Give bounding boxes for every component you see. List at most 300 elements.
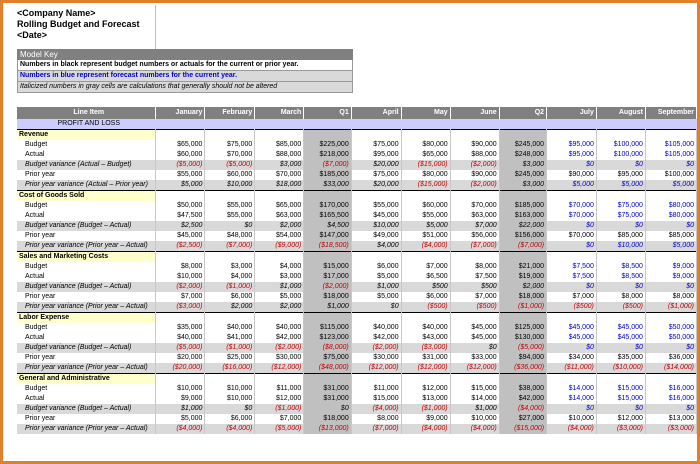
table-cell[interactable]: ($3,000) [401, 343, 450, 353]
subheader-cell[interactable] [401, 119, 450, 130]
section-cell[interactable] [645, 374, 696, 385]
table-cell[interactable]: $15,000 [596, 384, 645, 394]
table-cell[interactable]: ($500) [547, 302, 597, 313]
model-key-black-note[interactable]: Numbers in black represent budget numbers or actuals for the current or prior year. [17, 60, 353, 71]
table-cell[interactable]: $90,000 [450, 140, 499, 150]
table-cell[interactable]: $45,000 [547, 333, 597, 343]
table-cell[interactable]: $65,000 [401, 150, 450, 160]
table-cell[interactable]: ($4,000) [155, 424, 205, 434]
table-cell[interactable]: $115,000 [304, 323, 351, 333]
table-cell[interactable]: $7,500 [547, 272, 597, 282]
table-cell[interactable]: $165,500 [304, 211, 351, 221]
subheader-cell[interactable] [351, 119, 401, 130]
model-key-title[interactable]: Model Key [17, 49, 353, 60]
table-cell[interactable]: $30,000 [255, 353, 304, 363]
table-cell[interactable]: $13,000 [401, 394, 450, 404]
section-cell[interactable] [450, 313, 499, 324]
row-label[interactable]: Prior year [17, 414, 155, 424]
section-cell[interactable] [547, 374, 597, 385]
row-label[interactable]: Prior year [17, 353, 155, 363]
table-cell[interactable]: $0 [304, 404, 351, 414]
row-label[interactable]: Prior year variance (Actual – Prior year) [17, 180, 155, 191]
row-label[interactable]: Budget variance (Budget – Actual) [17, 282, 155, 292]
table-cell[interactable]: $3,000 [499, 160, 546, 170]
table-cell[interactable]: ($18,500) [304, 241, 351, 252]
table-cell[interactable]: $45,000 [155, 231, 205, 241]
section-cell[interactable] [645, 191, 696, 202]
table-cell[interactable]: $7,500 [450, 272, 499, 282]
table-cell[interactable]: $55,000 [155, 170, 205, 180]
table-cell[interactable]: $20,000 [351, 180, 401, 191]
table-cell[interactable]: $10,000 [547, 414, 597, 424]
table-cell[interactable]: $88,000 [255, 150, 304, 160]
column-header-july[interactable]: July [547, 107, 597, 119]
section-title[interactable]: Labor Expense [17, 313, 155, 324]
table-cell[interactable]: ($4,000) [499, 404, 546, 414]
table-cell[interactable]: $95,000 [351, 150, 401, 160]
table-cell[interactable]: $55,000 [205, 201, 255, 211]
table-cell[interactable]: $15,000 [450, 384, 499, 394]
table-cell[interactable]: $85,000 [645, 231, 696, 241]
table-cell[interactable]: $9,000 [401, 414, 450, 424]
table-cell[interactable]: ($2,000) [450, 180, 499, 191]
table-cell[interactable]: $13,000 [645, 414, 696, 424]
table-cell[interactable]: ($3,000) [596, 424, 645, 434]
table-cell[interactable]: $4,500 [304, 221, 351, 231]
table-cell[interactable]: $42,000 [499, 394, 546, 404]
table-cell[interactable]: ($3,000) [155, 302, 205, 313]
section-cell[interactable] [450, 191, 499, 202]
table-cell[interactable]: $100,000 [645, 170, 696, 180]
table-cell[interactable]: $70,000 [450, 201, 499, 211]
table-cell[interactable]: $6,000 [205, 414, 255, 424]
table-cell[interactable]: $40,000 [351, 323, 401, 333]
table-cell[interactable]: $12,000 [255, 394, 304, 404]
section-cell[interactable] [499, 130, 546, 141]
table-cell[interactable]: $5,000 [645, 180, 696, 191]
table-cell[interactable]: $50,000 [645, 323, 696, 333]
table-cell[interactable]: $0 [645, 160, 696, 170]
table-cell[interactable]: $0 [596, 282, 645, 292]
table-cell[interactable]: $0 [547, 404, 597, 414]
table-cell[interactable]: $10,000 [155, 384, 205, 394]
row-label[interactable]: Actual [17, 272, 155, 282]
table-cell[interactable]: $10,000 [450, 414, 499, 424]
column-header-september[interactable]: September [645, 107, 696, 119]
table-cell[interactable]: $14,000 [450, 394, 499, 404]
row-label[interactable]: Budget variance (Actual – Budget) [17, 160, 155, 170]
table-cell[interactable]: $75,000 [205, 140, 255, 150]
table-cell[interactable]: $185,000 [499, 201, 546, 211]
section-cell[interactable] [304, 130, 351, 141]
section-cell[interactable] [255, 374, 304, 385]
table-cell[interactable]: $10,000 [205, 180, 255, 191]
table-cell[interactable]: $42,000 [351, 333, 401, 343]
table-cell[interactable]: $17,000 [304, 272, 351, 282]
section-cell[interactable] [401, 313, 450, 324]
table-cell[interactable]: $170,000 [304, 201, 351, 211]
table-cell[interactable]: $15,000 [351, 394, 401, 404]
row-label[interactable]: Budget [17, 323, 155, 333]
section-cell[interactable] [547, 191, 597, 202]
section-cell[interactable] [450, 252, 499, 263]
column-header-august[interactable]: August [596, 107, 645, 119]
table-cell[interactable]: $123,000 [304, 333, 351, 343]
table-cell[interactable]: $14,000 [547, 394, 597, 404]
table-cell[interactable]: $4,000 [205, 272, 255, 282]
table-cell[interactable]: $8,000 [596, 292, 645, 302]
section-cell[interactable] [645, 313, 696, 324]
table-cell[interactable]: ($4,000) [205, 424, 255, 434]
table-cell[interactable]: $60,000 [155, 150, 205, 160]
section-cell[interactable] [499, 313, 546, 324]
table-cell[interactable]: $245,000 [499, 170, 546, 180]
table-cell[interactable]: $16,000 [645, 394, 696, 404]
table-cell[interactable]: $43,000 [401, 333, 450, 343]
table-cell[interactable]: $70,000 [205, 150, 255, 160]
table-cell[interactable]: $225,000 [304, 140, 351, 150]
table-cell[interactable]: $2,000 [205, 302, 255, 313]
subheader-cell[interactable] [596, 119, 645, 130]
table-cell[interactable]: $25,000 [205, 353, 255, 363]
table-cell[interactable]: $7,000 [255, 414, 304, 424]
table-cell[interactable]: $0 [596, 221, 645, 231]
column-header-june[interactable]: June [450, 107, 499, 119]
table-cell[interactable]: $8,000 [155, 262, 205, 272]
model-key-gray-note[interactable]: Italicized numbers in gray cells are calculations that generally should not be altered [17, 82, 353, 93]
table-cell[interactable]: $18,000 [304, 414, 351, 424]
section-cell[interactable] [351, 191, 401, 202]
report-title[interactable]: Rolling Budget and Forecast [17, 19, 140, 29]
table-cell[interactable]: $65,000 [155, 140, 205, 150]
section-cell[interactable] [401, 130, 450, 141]
table-cell[interactable]: $248,000 [499, 150, 546, 160]
table-cell[interactable]: ($2,500) [155, 241, 205, 252]
table-cell[interactable]: ($1,000) [401, 404, 450, 414]
section-cell[interactable] [205, 191, 255, 202]
table-cell[interactable]: ($48,000) [304, 363, 351, 374]
table-cell[interactable]: ($20,000) [155, 363, 205, 374]
table-cell[interactable]: ($5,000) [205, 160, 255, 170]
table-cell[interactable]: $5,000 [596, 180, 645, 191]
table-cell[interactable]: $95,000 [547, 140, 597, 150]
column-header-march[interactable]: March [255, 107, 304, 119]
row-label[interactable]: Prior year variance (Prior year – Actual) [17, 302, 155, 313]
table-cell[interactable]: $80,000 [401, 170, 450, 180]
row-label[interactable]: Budget [17, 384, 155, 394]
table-cell[interactable]: $8,500 [596, 262, 645, 272]
table-cell[interactable]: $20,000 [155, 353, 205, 363]
column-header-february[interactable]: February [205, 107, 255, 119]
section-cell[interactable] [499, 252, 546, 263]
model-key-blue-note[interactable]: Numbers in blue represent forecast numbers for the current year. [17, 71, 353, 82]
table-cell[interactable]: ($2,000) [351, 343, 401, 353]
table-cell[interactable]: $55,000 [351, 201, 401, 211]
table-cell[interactable]: ($4,000) [401, 424, 450, 434]
section-cell[interactable] [351, 252, 401, 263]
subheader-cell[interactable] [155, 119, 205, 130]
section-cell[interactable] [155, 313, 205, 324]
table-cell[interactable]: $5,000 [351, 272, 401, 282]
table-cell[interactable]: $6,000 [351, 262, 401, 272]
table-cell[interactable]: $5,000 [547, 180, 597, 191]
table-cell[interactable]: $2,000 [255, 302, 304, 313]
table-cell[interactable]: $42,000 [255, 333, 304, 343]
table-cell[interactable]: $31,000 [304, 394, 351, 404]
section-cell[interactable] [547, 130, 597, 141]
table-cell[interactable]: $80,000 [645, 201, 696, 211]
table-cell[interactable]: $35,000 [155, 323, 205, 333]
section-cell[interactable] [255, 313, 304, 324]
table-cell[interactable]: $60,000 [205, 170, 255, 180]
table-cell[interactable]: $49,000 [351, 231, 401, 241]
table-cell[interactable]: $4,000 [351, 241, 401, 252]
table-cell[interactable]: $0 [645, 404, 696, 414]
row-label[interactable]: Budget [17, 201, 155, 211]
table-cell[interactable]: $60,000 [401, 201, 450, 211]
table-cell[interactable]: $45,000 [351, 211, 401, 221]
table-cell[interactable]: $54,000 [255, 231, 304, 241]
section-cell[interactable] [155, 252, 205, 263]
table-cell[interactable]: ($2,000) [450, 160, 499, 170]
section-cell[interactable] [401, 191, 450, 202]
table-cell[interactable]: $95,000 [547, 150, 597, 160]
table-cell[interactable]: $33,000 [304, 180, 351, 191]
row-label[interactable]: Prior year variance (Prior year – Actual) [17, 363, 155, 374]
row-label[interactable]: Budget [17, 140, 155, 150]
section-cell[interactable] [547, 252, 597, 263]
table-cell[interactable]: $80,000 [401, 140, 450, 150]
section-cell[interactable] [351, 130, 401, 141]
table-cell[interactable]: ($5,000) [155, 343, 205, 353]
section-cell[interactable] [499, 374, 546, 385]
table-cell[interactable]: $80,000 [645, 211, 696, 221]
table-cell[interactable]: $14,000 [547, 384, 597, 394]
table-cell[interactable]: $15,000 [304, 262, 351, 272]
section-cell[interactable] [351, 313, 401, 324]
table-cell[interactable]: ($14,000) [645, 363, 696, 374]
table-cell[interactable]: $94,000 [499, 353, 546, 363]
table-cell[interactable]: $0 [547, 221, 597, 231]
section-cell[interactable] [596, 191, 645, 202]
section-cell[interactable] [645, 130, 696, 141]
section-cell[interactable] [304, 191, 351, 202]
section-cell[interactable] [645, 252, 696, 263]
table-cell[interactable]: $15,000 [596, 394, 645, 404]
table-cell[interactable]: $0 [596, 343, 645, 353]
subheader-cell[interactable] [645, 119, 696, 130]
section-cell[interactable] [450, 130, 499, 141]
section-cell[interactable] [304, 313, 351, 324]
table-cell[interactable]: $11,000 [255, 384, 304, 394]
table-cell[interactable]: $45,000 [596, 323, 645, 333]
table-cell[interactable]: ($36,000) [499, 363, 546, 374]
table-cell[interactable]: $40,000 [155, 333, 205, 343]
section-cell[interactable] [499, 191, 546, 202]
table-cell[interactable]: ($12,000) [401, 363, 450, 374]
row-label[interactable]: Prior year [17, 292, 155, 302]
table-cell[interactable]: $1,000 [450, 404, 499, 414]
table-cell[interactable]: $0 [596, 404, 645, 414]
table-cell[interactable]: $0 [645, 221, 696, 231]
column-header-q1[interactable]: Q1 [304, 107, 351, 119]
table-cell[interactable]: ($1,000) [205, 282, 255, 292]
table-cell[interactable]: $48,000 [205, 231, 255, 241]
section-cell[interactable] [255, 130, 304, 141]
table-cell[interactable]: ($500) [450, 302, 499, 313]
table-cell[interactable]: $500 [401, 282, 450, 292]
table-cell[interactable]: $6,000 [401, 292, 450, 302]
table-cell[interactable]: $105,000 [645, 150, 696, 160]
table-cell[interactable]: $63,000 [255, 211, 304, 221]
table-cell[interactable]: $51,000 [401, 231, 450, 241]
table-cell[interactable]: $5,000 [351, 292, 401, 302]
table-cell[interactable]: $0 [450, 343, 499, 353]
table-cell[interactable]: ($3,000) [645, 424, 696, 434]
subheader-cell[interactable] [499, 119, 546, 130]
table-cell[interactable]: $38,000 [499, 384, 546, 394]
table-cell[interactable]: $75,000 [351, 170, 401, 180]
section-cell[interactable] [205, 313, 255, 324]
column-header-q2[interactable]: Q2 [499, 107, 546, 119]
table-cell[interactable]: $0 [596, 160, 645, 170]
table-cell[interactable]: $16,000 [645, 384, 696, 394]
subheader-cell[interactable] [255, 119, 304, 130]
table-cell[interactable]: $7,500 [547, 262, 597, 272]
table-cell[interactable]: $95,000 [596, 170, 645, 180]
table-cell[interactable]: $500 [450, 282, 499, 292]
table-cell[interactable]: $3,000 [499, 180, 546, 191]
table-cell[interactable]: $7,000 [155, 292, 205, 302]
table-cell[interactable]: ($15,000) [401, 180, 450, 191]
table-cell[interactable]: $8,000 [351, 414, 401, 424]
section-cell[interactable] [304, 252, 351, 263]
table-cell[interactable]: $1,000 [304, 302, 351, 313]
section-cell[interactable] [205, 374, 255, 385]
table-cell[interactable]: $18,000 [304, 292, 351, 302]
row-label[interactable]: Actual [17, 150, 155, 160]
table-cell[interactable]: ($2,000) [304, 282, 351, 292]
company-name[interactable]: <Company Name> [17, 8, 96, 18]
table-cell[interactable]: $70,000 [547, 201, 597, 211]
column-header-line-item[interactable]: Line Item [17, 107, 155, 119]
table-cell[interactable]: $45,000 [450, 333, 499, 343]
table-cell[interactable]: $218,000 [304, 150, 351, 160]
table-cell[interactable]: $18,000 [255, 180, 304, 191]
section-cell[interactable] [596, 374, 645, 385]
table-cell[interactable]: $8,000 [450, 262, 499, 272]
table-cell[interactable]: $5,000 [401, 221, 450, 231]
subheader-cell[interactable] [205, 119, 255, 130]
table-cell[interactable]: $8,000 [645, 292, 696, 302]
section-cell[interactable] [155, 130, 205, 141]
row-label[interactable]: Actual [17, 211, 155, 221]
row-label[interactable]: Budget [17, 262, 155, 272]
table-cell[interactable]: $35,000 [596, 353, 645, 363]
row-label[interactable]: Actual [17, 394, 155, 404]
table-cell[interactable]: $125,000 [499, 323, 546, 333]
table-cell[interactable]: ($11,000) [547, 363, 597, 374]
table-cell[interactable]: ($7,000) [205, 241, 255, 252]
table-cell[interactable]: $105,000 [645, 140, 696, 150]
table-cell[interactable]: $1,000 [255, 282, 304, 292]
table-cell[interactable]: ($7,000) [450, 241, 499, 252]
table-cell[interactable]: $50,000 [155, 201, 205, 211]
table-cell[interactable]: $5,000 [255, 292, 304, 302]
table-cell[interactable]: $75,000 [304, 353, 351, 363]
table-cell[interactable]: $75,000 [596, 211, 645, 221]
table-cell[interactable]: $2,500 [155, 221, 205, 231]
table-cell[interactable]: $75,000 [351, 140, 401, 150]
table-cell[interactable]: ($12,000) [450, 363, 499, 374]
table-cell[interactable]: $1,000 [155, 404, 205, 414]
section-cell[interactable] [547, 313, 597, 324]
table-cell[interactable]: $70,000 [547, 231, 597, 241]
table-cell[interactable]: $40,000 [401, 323, 450, 333]
column-header-january[interactable]: January [155, 107, 205, 119]
table-cell[interactable]: ($16,000) [205, 363, 255, 374]
table-cell[interactable]: $0 [547, 241, 597, 252]
table-cell[interactable]: $3,000 [205, 262, 255, 272]
table-cell[interactable]: $56,000 [450, 231, 499, 241]
table-cell[interactable]: $0 [645, 282, 696, 292]
section-title[interactable]: General and Administrative [17, 374, 155, 385]
table-cell[interactable]: $2,000 [255, 221, 304, 231]
table-cell[interactable]: ($2,000) [155, 282, 205, 292]
table-cell[interactable]: $7,000 [547, 292, 597, 302]
table-cell[interactable]: $40,000 [255, 323, 304, 333]
subheader-cell[interactable] [304, 119, 351, 130]
section-cell[interactable] [255, 252, 304, 263]
table-cell[interactable]: ($8,000) [304, 343, 351, 353]
section-cell[interactable] [255, 191, 304, 202]
table-cell[interactable]: $9,000 [645, 262, 696, 272]
table-cell[interactable]: $18,000 [499, 292, 546, 302]
table-cell[interactable]: $90,000 [547, 170, 597, 180]
table-cell[interactable]: $10,000 [205, 394, 255, 404]
table-cell[interactable]: $0 [351, 302, 401, 313]
table-cell[interactable]: $40,000 [205, 323, 255, 333]
table-cell[interactable]: ($12,000) [255, 363, 304, 374]
section-cell[interactable] [205, 252, 255, 263]
table-cell[interactable]: $55,000 [205, 211, 255, 221]
table-cell[interactable]: $65,000 [255, 201, 304, 211]
profit-and-loss-heading[interactable]: PROFIT AND LOSS [17, 119, 155, 130]
table-cell[interactable]: $33,000 [450, 353, 499, 363]
table-cell[interactable]: $70,000 [255, 170, 304, 180]
table-cell[interactable]: $41,000 [205, 333, 255, 343]
table-cell[interactable]: ($10,000) [596, 363, 645, 374]
table-cell[interactable]: $1,000 [351, 282, 401, 292]
table-cell[interactable]: ($500) [596, 302, 645, 313]
table-cell[interactable]: ($9,000) [255, 241, 304, 252]
table-cell[interactable]: $5,000 [155, 414, 205, 424]
table-cell[interactable]: ($15,000) [499, 424, 546, 434]
subheader-cell[interactable] [547, 119, 597, 130]
table-cell[interactable]: $85,000 [596, 231, 645, 241]
table-cell[interactable]: $31,000 [304, 384, 351, 394]
section-cell[interactable] [596, 313, 645, 324]
table-cell[interactable]: $55,000 [401, 211, 450, 221]
table-cell[interactable]: $130,000 [499, 333, 546, 343]
table-cell[interactable]: $0 [645, 343, 696, 353]
table-cell[interactable]: $12,000 [401, 384, 450, 394]
section-cell[interactable] [205, 130, 255, 141]
table-cell[interactable]: $31,000 [401, 353, 450, 363]
table-cell[interactable]: $19,000 [499, 272, 546, 282]
table-cell[interactable]: $21,000 [499, 262, 546, 272]
table-cell[interactable]: $9,000 [645, 272, 696, 282]
